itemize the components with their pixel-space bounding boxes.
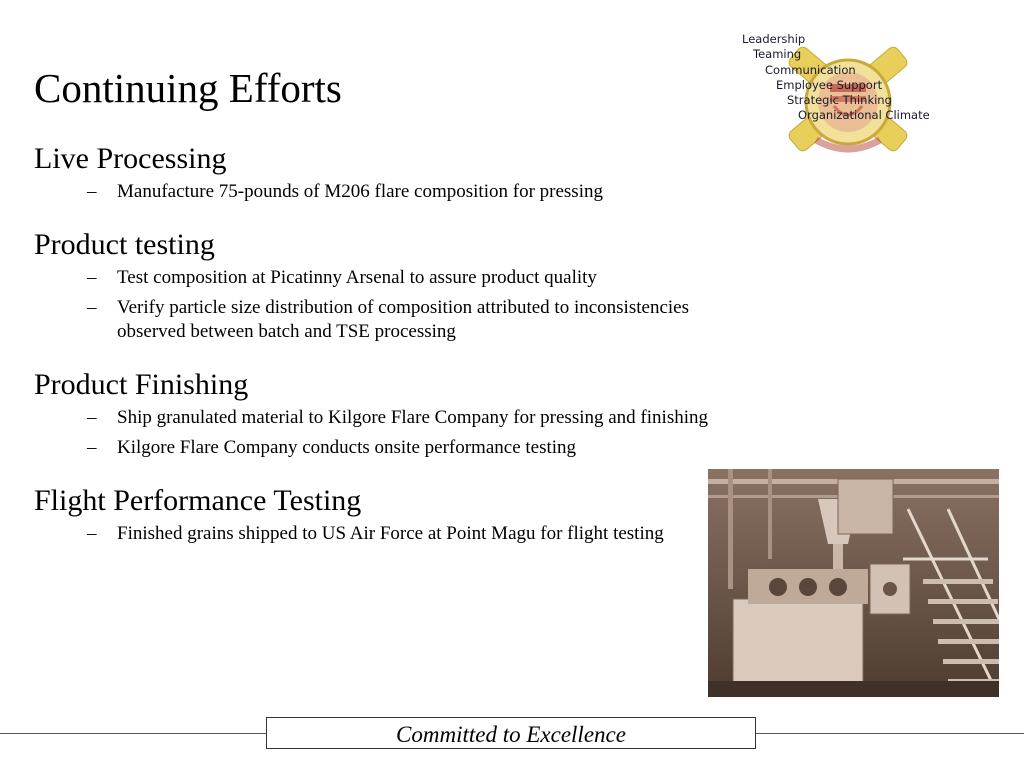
section-live-processing (34, 140, 714, 204)
footer-text: Committed to Excellence (396, 722, 626, 747)
bullet-list (34, 522, 714, 546)
section-heading: Live Processing (34, 142, 227, 175)
logo-word: Employee Support (776, 77, 883, 92)
section-heading: Product testing (34, 228, 215, 261)
bullet-text: Manufacture 75-pounds of M206 flare composition for pressing (117, 181, 603, 202)
logo-word: Teaming (753, 47, 802, 62)
slide-title: Continuing Efforts (34, 65, 342, 111)
bullet-dash: – (87, 437, 97, 458)
bullet-dash: – (87, 297, 97, 318)
bullet-text: Finished grains shipped to US Air Force at Point Magu for flight testing (117, 523, 664, 544)
logo-words (738, 32, 930, 124)
logo-word: Strategic Thinking (787, 93, 892, 108)
bullet-text: Kilgore Flare Company conducts onsite performance testing (117, 437, 577, 458)
bullet-dash: – (87, 267, 97, 288)
bullet-text: Ship granulated material to Kilgore Flare Company for pressing and finishing (117, 407, 708, 428)
bullet-text: Verify particle size distribution of composition attributed to inconsistencies observed between batch and TSE processing (117, 297, 689, 342)
slide-content (34, 140, 714, 568)
logo-word: Communication (765, 62, 856, 77)
committed-to-excellence-logo (738, 32, 943, 172)
industrial-machinery-photo (708, 469, 999, 697)
bullet-dash: – (87, 181, 97, 202)
logo-word: Organizational Climate (798, 108, 930, 123)
bullet-item (34, 266, 714, 290)
bullet-dash: – (87, 407, 97, 428)
footer-divider-right (756, 733, 1024, 734)
bullet-list (34, 266, 714, 344)
bullet-item (34, 436, 714, 460)
bullet-item (34, 406, 714, 430)
machinery-illustration-icon (708, 469, 999, 697)
bullet-dash: – (87, 523, 97, 544)
section-heading: Product Finishing (34, 368, 249, 401)
bullet-list (34, 180, 714, 204)
footer-divider-left (0, 733, 266, 734)
bullet-item (34, 180, 714, 204)
section-flight-performance-testing (34, 482, 714, 546)
bullet-item (34, 522, 714, 546)
bullet-list (34, 406, 714, 460)
logo-word: Leadership (742, 32, 806, 46)
section-product-finishing (34, 366, 714, 460)
section-heading: Flight Performance Testing (34, 484, 362, 517)
bullet-item (34, 296, 714, 344)
bullet-text: Test composition at Picatinny Arsenal to assure product quality (117, 267, 597, 288)
footer-banner (266, 717, 756, 749)
section-product-testing (34, 226, 714, 344)
